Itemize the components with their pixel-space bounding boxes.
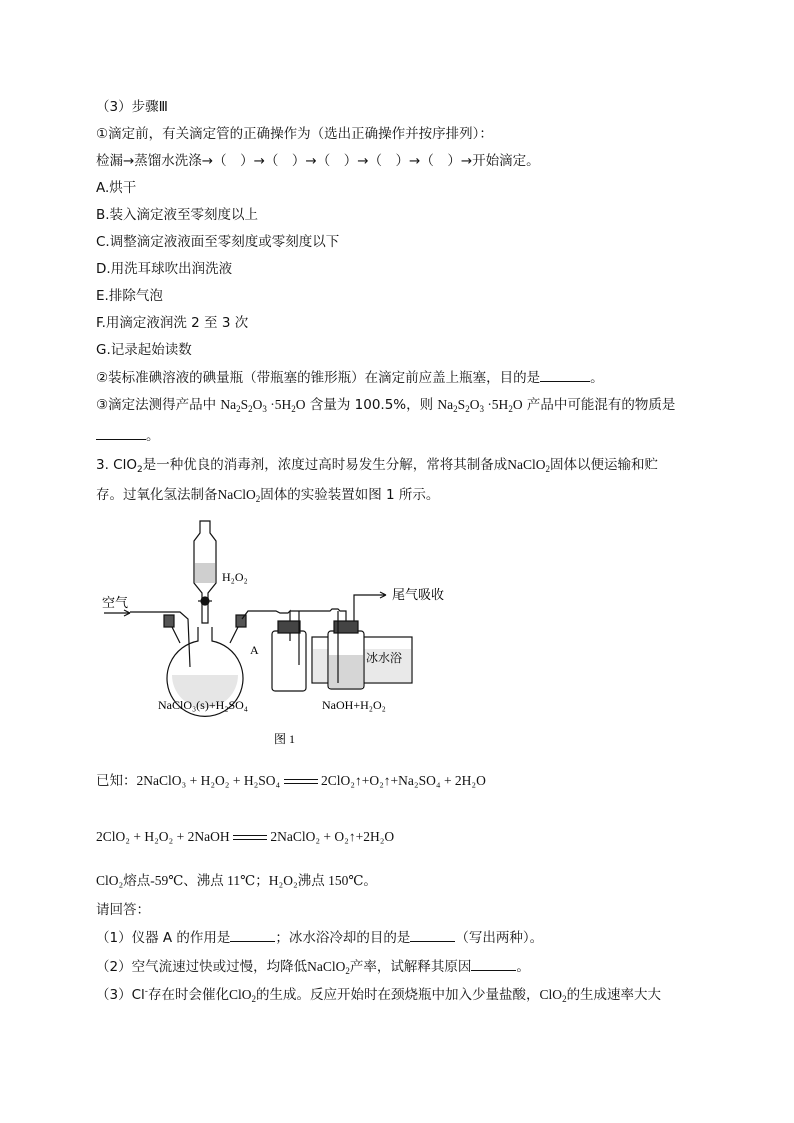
known-label: 已知： xyxy=(96,773,137,788)
question-3-text-a: ③滴定法测得产品中 xyxy=(96,397,217,413)
bottle-contents-label: NaOH+H₂O₂ xyxy=(322,698,386,712)
formula-naclo2: NaClO$_2$ xyxy=(217,487,261,504)
q1-text-b: ；冰水浴冷却的目的是 xyxy=(275,930,411,946)
question-3-text-c: 产品中可能混有的物质是 xyxy=(526,397,676,413)
question-2-line-b xyxy=(96,957,530,976)
please-answer: 请回答： xyxy=(96,902,150,918)
equation-2-left: 2ClO₂ + H₂O₂ + 2NaOH xyxy=(96,829,230,844)
q1-text-a: （1）仪器 A 的作用是 xyxy=(96,930,231,946)
answer-blank xyxy=(471,957,516,971)
problem-3-line-1: 3. ClO$_2$是一种优良的消毒剂，浓度过高时易发生分解，常将其制备成NaClO$_2$固体以便运输和贮 xyxy=(96,457,658,475)
apparatus-figure xyxy=(100,515,500,755)
formula-naclo2: NaClO$_2$ xyxy=(507,457,550,474)
air-label: 空气 xyxy=(102,595,129,610)
question-3-blank-line xyxy=(96,426,160,445)
q1-text-c: （写出两种）。 xyxy=(455,930,544,946)
problem-3-line-2 xyxy=(96,486,439,504)
question-1-text: ①滴定前，有关滴定管的正确操作为（选出正确操作并按序排列）： xyxy=(96,126,493,142)
physical-properties: ClO₂熔点-59℃、沸点 11℃；H₂O₂沸点 150℃。 xyxy=(96,873,377,888)
tail-gas-label: 尾气吸收 xyxy=(392,587,445,602)
option-c: C.调整滴定液液面至零刻度或零刻度以下 xyxy=(96,234,340,250)
question-1-line xyxy=(96,928,543,947)
question-2-line xyxy=(96,368,604,387)
question-2-end: 。 xyxy=(590,370,604,386)
equals-sign xyxy=(284,777,318,787)
ice-bath-label: 冰水浴 xyxy=(366,651,403,665)
q3-text-b: 存在时会催化 xyxy=(148,987,230,1003)
q3-text-a: （3）Cl xyxy=(96,987,145,1003)
formula-clo2: ClO$_2$ xyxy=(539,987,567,1004)
h2o2-label: H₂O₂ xyxy=(222,570,248,584)
problem-3-number: 3. ClO xyxy=(96,457,137,473)
answer-blank xyxy=(230,928,275,942)
option-e: E.排除气泡 xyxy=(96,288,163,304)
step3-heading: （3）步骤Ⅲ xyxy=(96,99,168,115)
q2-text-a: （2）空气流速过快或过慢，均降低 xyxy=(96,959,308,975)
equals-sign xyxy=(233,833,267,843)
option-a: A.烘干 xyxy=(96,180,137,196)
question-3-end: 。 xyxy=(146,428,160,444)
question-3-text-b: 含量为 100.5%，则 xyxy=(309,397,434,413)
question-3-line xyxy=(96,396,675,414)
formula-na2s2o3-5h2o-2: $Na_2S_2O_3 \cdot 5H_2O$ xyxy=(437,397,523,414)
answer-blank xyxy=(96,426,146,440)
equation-1 xyxy=(96,772,486,790)
equation-2-right: 2NaClO₂ + O₂↑+2H₂O xyxy=(270,829,395,844)
problem-3-text-d: 固体的实验装置如图 1 所示。 xyxy=(260,487,440,503)
option-b: B.装入滴定液至零刻度以上 xyxy=(96,207,259,223)
equation-1-right: 2ClO₂↑+O₂↑+Na₂SO₄ + 2H₂O xyxy=(321,773,486,788)
flask-contents-label: NaClO₃(s)+H₂SO₄ xyxy=(158,698,248,712)
equation-2 xyxy=(96,828,394,846)
q2-text-b: 产率，试解释其原因 xyxy=(349,959,472,975)
formula-na2s2o3-5h2o: $Na_2S_2O_3 \cdot 5H_2O$ xyxy=(220,397,306,414)
instrument-a-label: A xyxy=(250,643,259,657)
formula-naclo2: NaClO$_2$ xyxy=(307,959,350,976)
sequence-line: 检漏→蒸馏水洗涤→（ ）→（ ）→（ ）→（ ）→（ ）→开始滴定。 xyxy=(96,153,540,169)
figure-caption: 图 1 xyxy=(274,732,296,746)
q2-text-c: 。 xyxy=(516,959,530,975)
formula-clo2: ClO$_2$ xyxy=(229,987,257,1004)
option-g: G.记录起始读数 xyxy=(96,342,192,358)
option-d: D.用洗耳球吹出润洗液 xyxy=(96,261,233,277)
problem-3-text-a: 是一种优良的消毒剂，浓度过高时易发生分解，常将其制备成 xyxy=(142,457,508,473)
q3-text-c: 的生成。反应开始时在颈烧瓶中加入少量盐酸， xyxy=(256,987,540,1003)
question-2-text: ②装标准碘溶液的碘量瓶（带瓶塞的锥形瓶）在滴定前应盖上瓶塞，目的是 xyxy=(96,370,541,386)
answer-blank xyxy=(410,928,455,942)
problem-3-text-c: 存。过氧化氢法制备 xyxy=(96,487,218,503)
answer-blank xyxy=(540,368,590,382)
option-f: F.用滴定液润洗 2 至 3 次 xyxy=(96,315,249,331)
equation-1-left: 2NaClO₃ + H₂O₂ + H₂SO₄ xyxy=(136,773,281,788)
q3-text-d: 的生成速率大大 xyxy=(566,987,662,1003)
question-3-line-b: （3）Cl-存在时会催化ClO$_2$的生成。反应开始时在颈烧瓶中加入少量盐酸，ClO$_2$的生成速率大大 xyxy=(96,986,662,1004)
problem-3-text-b: 固体以便运输和贮 xyxy=(549,457,658,473)
